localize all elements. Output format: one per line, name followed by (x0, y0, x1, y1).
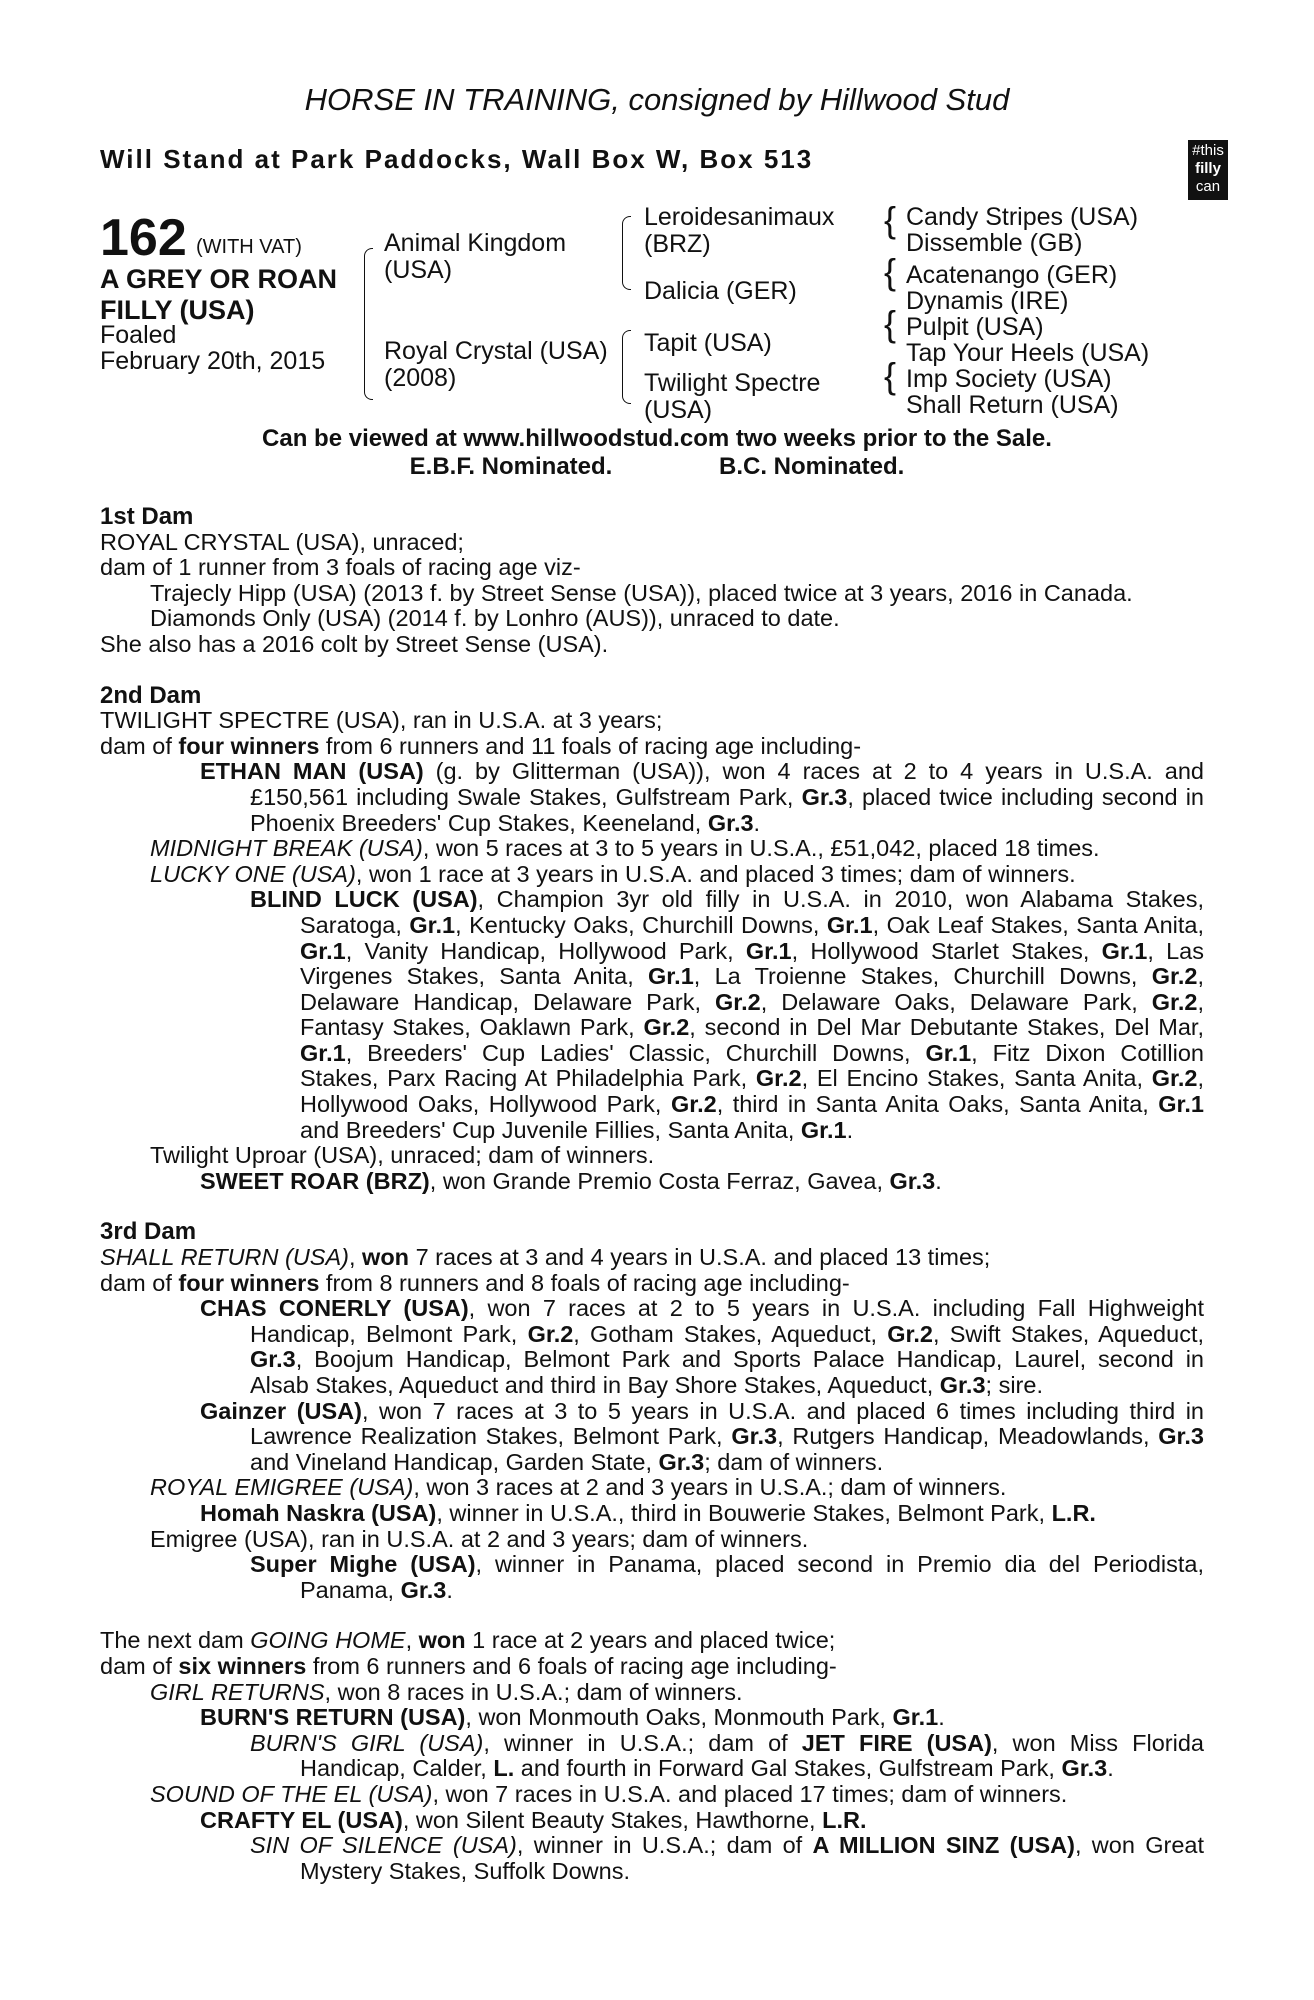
catalogue-header: HORSE IN TRAINING, consigned by Hillwood Stud (304, 82, 1010, 117)
logo-line: filly (1195, 160, 1221, 177)
paragraph: The next dam GOING HOME, won 1 race at 2 years and placed twice; (100, 1627, 836, 1654)
paragraph: SHALL RETURN (USA), won 7 races at 3 and 4 years in U.S.A. and placed 13 times; (100, 1244, 991, 1271)
sds: Acatenango (GER) (906, 261, 1118, 289)
foaled-label: Foaled (100, 321, 177, 349)
bc-nominated: B.C. Nominated. (719, 453, 905, 480)
dam-line: (2008) (384, 364, 457, 392)
brace-icon: { (884, 199, 897, 240)
dd-line: Twilight Spectre (644, 369, 821, 397)
paragraph: BURN'S GIRL (USA), winner in U.S.A.; dam of JET FIRE (USA), won Miss Florida Handicap, Calder, L. and fourth in Forward Gal Stakes, Gulfstream Park, Gr.3. (250, 1729, 1204, 1782)
paragraph: Twilight Uproar (USA), unraced; dam of winners. (150, 1142, 655, 1169)
paragraph: SOUND OF THE EL (USA), won 7 races in U.S.A. and placed 17 times; dam of winners. (150, 1780, 1068, 1807)
paragraph: Emigree (USA), ran in U.S.A. at 2 and 3 years; dam of winners. (150, 1525, 809, 1552)
sire-name (384, 230, 566, 284)
paragraph: Homah Naskra (USA), winner in U.S.A., third in Bouwerie Stakes, Belmont Park, L.R. (200, 1499, 1096, 1526)
paragraph: SIN OF SILENCE (USA), winner in U.S.A.; dam of A MILLION SINZ (USA), won Great Mystery Stakes, Suffolk Downs. (250, 1832, 1204, 1884)
brace-icon: { (884, 251, 897, 292)
paragraph: BLIND LUCK (USA), Champion 3yr old filly in U.S.A. in 2010, won Alabama Stakes, Saratoga, Gr.1, Kentucky Oaks, Churchill Downs, Gr.1, Oak Leaf Stakes, Santa Anita, Gr.1, Vanity Handicap, Hollywood Park, Gr.1, Hollywood Starlet Stakes, Gr.1, Las Virgenes Stakes, Santa Anita, Gr.1, La Troienne Stakes, Churchill Downs, Gr.2, Delaware Handicap, Delaware Park, Gr.2, Delaware Oaks, Delaware Park, Gr.2, Fantasy Stakes, Oaklawn Park, Gr.2, second in Del Mar Debutante Stakes, Del Mar, Gr.1, Breeders' Cup Ladies' Classic, Churchill Downs, Gr.1, Fitz Dixon Cotillion Stakes, Parx Racing At Philadelphia Park, Gr.2, El Encino Stakes, Santa Anita, Gr.2, Hollywood Oaks, Hollywood Park, Gr.2, third in Santa Anita Oaks, Santa Anita, Gr.1 and Breeders' Cup Juvenile Fillies, Santa Anita, Gr.1. (250, 886, 1204, 1143)
stand-location: Will Stand at Park Paddocks, Wall Box W, Box 513 (100, 144, 814, 174)
ebf-nominated: E.B.F. Nominated. (409, 453, 613, 480)
horse-line: FILLY (USA) (100, 295, 255, 325)
logo-line: can (1195, 178, 1221, 195)
logo-line: #this (1192, 142, 1224, 159)
paragraph: Diamonds Only (USA) (2014 f. by Lonhro (AUS)), unraced to date. (150, 605, 840, 632)
foaled-date: February 20th, 2015 (100, 347, 326, 375)
paragraph: dam of four winners from 6 runners and 11 foals of racing age including- (100, 732, 862, 759)
viewing-note: Can be viewed at www.hillwoodstud.com two weeks prior to the Sale. (262, 425, 1052, 452)
paragraph: GIRL RETURNS, won 8 races in U.S.A.; dam of winners. (150, 1678, 743, 1705)
section-heading: 2nd Dam (100, 681, 202, 709)
paragraph: She also has a 2016 colt by Street Sense (USA). (100, 630, 609, 657)
paragraph: MIDNIGHT BREAK (USA), won 5 races at 3 to 5 years in U.S.A., £51,042, placed 18 times. (150, 835, 1100, 862)
ddd: Shall Return (USA) (906, 391, 1119, 419)
sss: Candy Stripes (USA) (906, 203, 1139, 231)
dd-line: (USA) (644, 396, 713, 424)
ssd: Dissemble (GB) (906, 229, 1083, 257)
sire-dam-brace (364, 248, 373, 400)
vat-note: (WITH VAT) (196, 236, 302, 258)
paragraph: SWEET ROAR (BRZ), won Grande Premio Costa Ferraz, Gavea, Gr.3. (200, 1167, 942, 1194)
dam-sire: Tapit (USA) (644, 329, 772, 357)
paragraph: dam of four winners from 8 runners and 8 foals of racing age including- (100, 1269, 850, 1296)
paragraph: Trajecly Hipp (USA) (2013 f. by Street Sense (USA)), placed twice at 3 years, 2016 in Canada. (150, 579, 1133, 606)
sire-line: (USA) (384, 256, 453, 284)
paragraph: ETHAN MAN (USA) (g. by Glitterman (USA)), won 4 races at 2 to 4 years in U.S.A. and £150,561 including Swale Stakes, Gulfstream Park, Gr.3, placed twice including second in Phoenix Breeders' Cup Stakes, Keeneland, Gr.3. (200, 758, 1204, 836)
dds: Imp Society (USA) (906, 365, 1112, 393)
paragraph: BURN'S RETURN (USA), won Monmouth Oaks, Monmouth Park, Gr.1. (200, 1704, 945, 1731)
dss: Pulpit (USA) (906, 313, 1044, 341)
section-heading: 1st Dam (100, 503, 194, 530)
sire-brace (622, 216, 631, 290)
lot-number: 162 (100, 209, 187, 267)
horse-description (100, 264, 337, 326)
ss-line: (BRZ) (644, 230, 711, 258)
dam-brace (622, 330, 631, 404)
paragraph: dam of six winners from 6 runners and 6 foals of racing age including- (100, 1652, 837, 1679)
sdd: Dynamis (IRE) (906, 287, 1069, 315)
brace-icon: { (884, 355, 897, 396)
sire-sire (644, 204, 834, 258)
dam-line: Royal Crystal (USA) (384, 337, 608, 365)
horse-line: A GREY OR ROAN (100, 264, 338, 294)
sire-dam: Dalicia (GER) (644, 277, 797, 305)
catalogue-body (100, 504, 1204, 1884)
sire-line: Animal Kingdom (384, 229, 567, 257)
paragraph: ROYAL EMIGREE (USA), won 3 races at 2 and 3 years in U.S.A.; dam of winners. (150, 1474, 1007, 1501)
paragraph: Super Mighe (USA), winner in Panama, placed second in Premio dia del Periodista, Panama, Gr.3. (250, 1551, 1204, 1603)
brace-icon: { (884, 303, 897, 344)
dam-dam (644, 370, 820, 424)
ss-line: Leroidesanimaux (644, 203, 835, 231)
dsd: Tap Your Heels (USA) (906, 339, 1150, 367)
section-heading: 3rd Dam (100, 1218, 197, 1246)
paragraph: Gainzer (USA), won 7 races at 3 to 5 years in U.S.A. and placed 6 times including third in Lawrence Realization Stakes, Belmont Park, Gr.3, Rutgers Handicap, Meadowlands, Gr.3 and Vineland Handicap, Garden State, Gr.3; dam of winners. (200, 1397, 1204, 1475)
paragraph: ROYAL CRYSTAL (USA), unraced; (100, 528, 464, 555)
paragraph: dam of 1 runner from 3 foals of racing age viz- (100, 554, 581, 581)
this-filly-can-logo (1188, 140, 1228, 200)
dam-name (384, 338, 608, 392)
paragraph: CRAFTY EL (USA), won Silent Beauty Stakes, Hawthorne, L.R. (200, 1806, 867, 1833)
paragraph: CHAS CONERLY (USA), won 7 races at 2 to 5 years in U.S.A. including Fall Highweight Handicap, Belmont Park, Gr.2, Gotham Stakes, Aqueduct, Gr.2, Swift Stakes, Aqueduct, Gr.3, Boojum Handicap, Belmont Park and Sports Palace Handicap, Laurel, second in Alsab Stakes, Aqueduct and third in Bay Shore Stakes, Aqueduct, Gr.3; sire. (200, 1295, 1205, 1398)
paragraph: LUCKY ONE (USA), won 1 race at 3 years in U.S.A. and placed 3 times; dam of winners. (150, 860, 1076, 887)
paragraph: TWILIGHT SPECTRE (USA), ran in U.S.A. at 3 years; (100, 707, 663, 734)
nominations (0, 454, 1314, 480)
